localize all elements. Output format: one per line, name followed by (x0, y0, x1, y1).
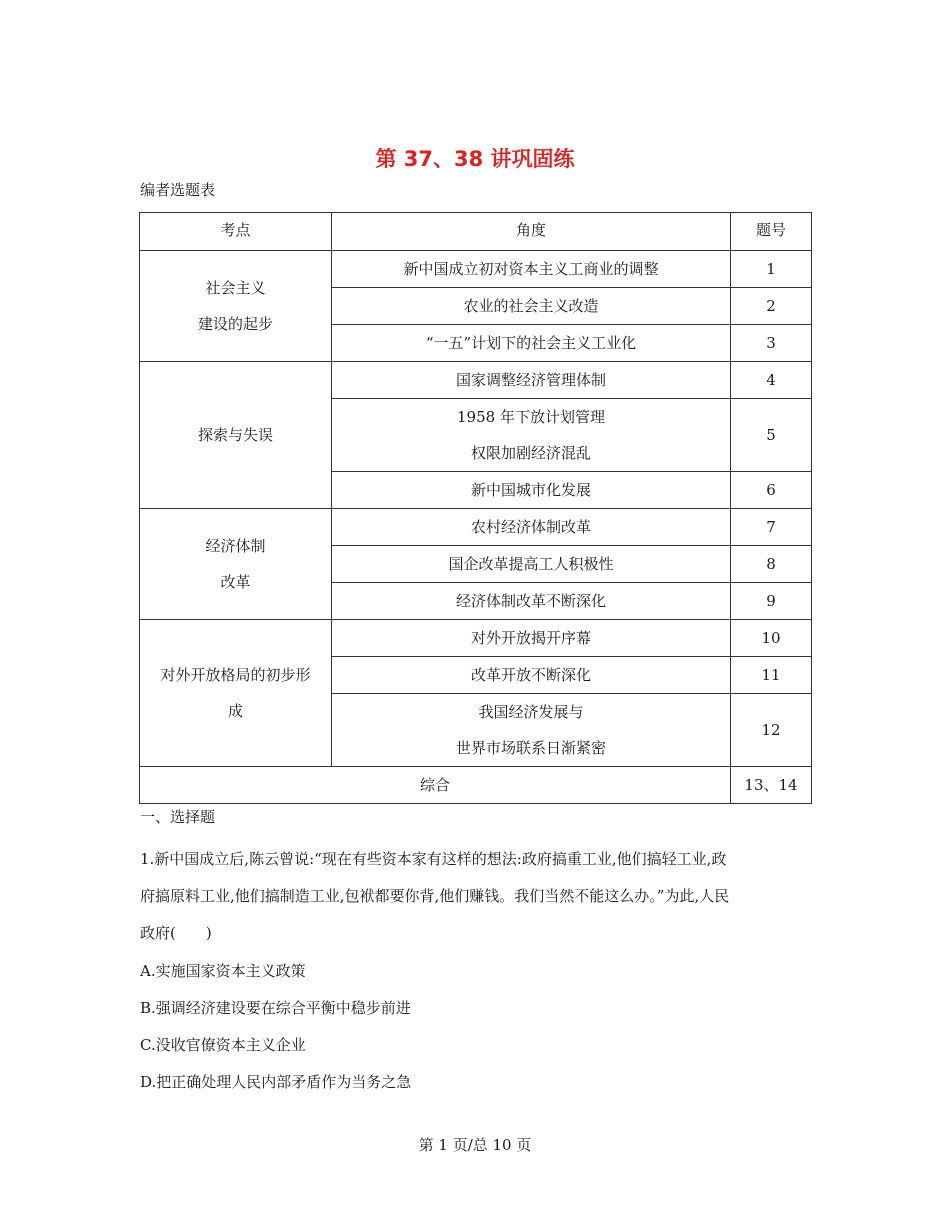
question-number-cell: 3 (731, 325, 812, 362)
angle-line: 新中国成立初对资本主义工商业的调整 (403, 260, 659, 278)
angle-cell (332, 472, 731, 509)
question-number-cell: 12 (731, 694, 812, 767)
angle-line: 权限加剧经济混乱 (470, 444, 591, 462)
topic-line: 社会主义 (205, 279, 266, 297)
question-number-cell: 7 (731, 509, 812, 546)
question-1-options (140, 953, 411, 1101)
angle-line: 新中国城市化发展 (470, 481, 591, 499)
angle-cell (332, 325, 731, 362)
question-line: 政府( ) (140, 924, 212, 942)
topic-cell (140, 362, 332, 509)
topic-line: 对外开放格局的初步形 (160, 666, 311, 684)
option-c[interactable]: C.没收官僚资本主义企业 (140, 1036, 306, 1054)
angle-cell (332, 362, 731, 399)
table-row (140, 362, 812, 399)
page-title: 第 37、38 讲巩固练 (375, 147, 575, 171)
angle-line: “一五”计划下的社会主义工业化 (425, 334, 637, 352)
topic-line: 改革 (220, 573, 251, 591)
angle-cell (332, 509, 731, 546)
header-topic: 考点 (140, 213, 332, 251)
page-footer: 第 1 页/总 10 页 (418, 1136, 532, 1154)
angle-cell (332, 546, 731, 583)
question-number-cell: 4 (731, 362, 812, 399)
topic-cell (140, 620, 332, 767)
question-number-cell: 10 (731, 620, 812, 657)
angle-line: 改革开放不断深化 (470, 666, 591, 684)
section-heading: 一、选择题 (140, 808, 216, 826)
table-row (140, 509, 812, 546)
angle-line: 国企改革提高工人积极性 (448, 555, 614, 573)
topic-line: 探索与失误 (197, 426, 273, 444)
angle-line: 经济体制改革不断深化 (455, 592, 606, 610)
summary-number: 13、14 (731, 767, 812, 804)
header-angle: 角度 (332, 213, 731, 251)
question-1-stem (140, 841, 812, 952)
option-a[interactable]: A.实施国家资本主义政策 (140, 962, 306, 980)
angle-cell (332, 583, 731, 620)
topic-selection-table (139, 212, 812, 804)
question-number-cell: 8 (731, 546, 812, 583)
table-row (140, 620, 812, 657)
table-caption: 编者选题表 (140, 181, 216, 199)
angle-line: 农村经济体制改革 (470, 518, 591, 536)
question-number-cell: 2 (731, 288, 812, 325)
question-number-cell: 6 (731, 472, 812, 509)
angle-line: 对外开放揭开序幕 (470, 629, 591, 647)
angle-cell (332, 657, 731, 694)
angle-cell (332, 399, 731, 472)
question-number-cell: 5 (731, 399, 812, 472)
angle-cell (332, 251, 731, 288)
summary-label: 综合 (140, 767, 731, 804)
summary-row (140, 767, 812, 804)
table-row (140, 251, 812, 288)
angle-line: 1958 年下放计划管理 (457, 408, 605, 426)
angle-line: 农业的社会主义改造 (463, 297, 599, 315)
option-b[interactable]: B.强调经济建设要在综合平衡中稳步前进 (140, 999, 411, 1017)
question-line: 府搞原料工业,他们搞制造工业,包袱都要你背,他们赚钱。我们当然不能这么办。”为此,人民 (140, 887, 730, 905)
angle-cell (332, 288, 731, 325)
question-line: 1.新中国成立后,陈云曾说:“现在有些资本家有这样的想法:政府搞重工业,他们搞轻工业,政 (140, 850, 727, 868)
topic-line: 建设的起步 (197, 315, 273, 333)
option-d[interactable]: D.把正确处理人民内部矛盾作为当务之急 (140, 1073, 412, 1091)
angle-line: 世界市场联系日渐紧密 (455, 739, 606, 757)
angle-line: 我国经济发展与 (478, 703, 584, 721)
angle-line: 国家调整经济管理体制 (455, 371, 606, 389)
topic-line: 经济体制 (205, 537, 266, 555)
question-number-cell: 1 (731, 251, 812, 288)
topic-cell (140, 251, 332, 362)
question-number-cell: 9 (731, 583, 812, 620)
topic-cell (140, 509, 332, 620)
question-number-cell: 11 (731, 657, 812, 694)
topic-line: 成 (227, 702, 243, 720)
table-header-row (140, 213, 812, 251)
header-number: 题号 (731, 213, 812, 251)
angle-cell (332, 620, 731, 657)
angle-cell (332, 694, 731, 767)
